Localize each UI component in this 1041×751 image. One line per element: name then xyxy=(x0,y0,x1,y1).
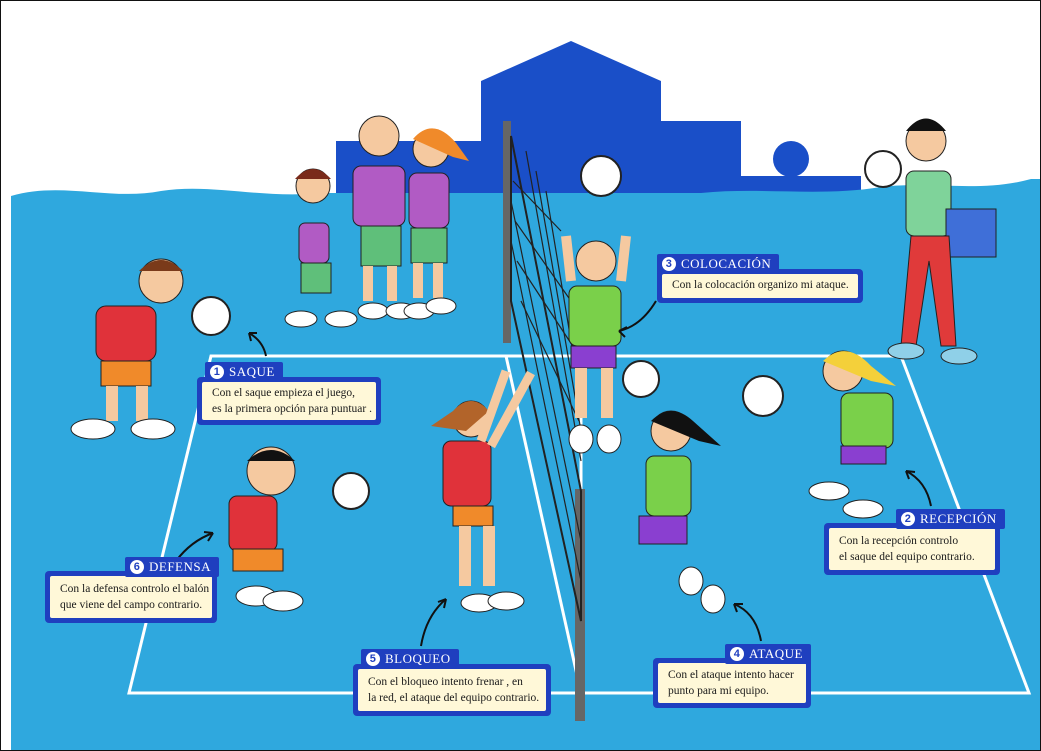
colocacion-text-line1: Con la colocación organizo mi ataque. xyxy=(672,279,849,291)
defensa-text-line1: Con la defensa controlo el balón xyxy=(60,583,210,595)
defensa-tag xyxy=(125,557,219,577)
recepcion-text-line1: Con la recepción controlo xyxy=(839,535,959,547)
colocacion-note-box xyxy=(657,269,863,303)
defensa-title: DEFENSA xyxy=(149,559,212,574)
ataque-text-line2: punto para mi equipo. xyxy=(668,685,769,697)
defensa-number-badge: 6 xyxy=(130,560,144,574)
saque-tag xyxy=(205,362,283,382)
ataque-note-inner xyxy=(658,663,806,703)
bloqueo-text-line2: la red, el ataque del equipo contrario. xyxy=(368,692,540,704)
bloqueo-note-box xyxy=(353,664,551,716)
recepcion-title: RECEPCIÓN xyxy=(920,511,997,526)
colocacion-note-inner xyxy=(662,274,858,298)
recepcion-note-box xyxy=(824,523,1000,575)
defensa-text-line2: que viene del campo contrario. xyxy=(60,599,203,611)
bloqueo-text-line1: Con el bloqueo intento frenar , en xyxy=(368,676,523,688)
defensa-note-inner xyxy=(50,576,212,618)
ataque-note-box xyxy=(653,658,811,708)
bloqueo-note-inner xyxy=(358,669,546,711)
bloqueo-tag xyxy=(361,649,459,669)
colocacion-tag xyxy=(657,254,779,274)
ataque-title: ATAQUE xyxy=(749,646,803,661)
recepcion-note-inner xyxy=(829,528,995,570)
ataque-text-line1: Con el ataque intento hacer xyxy=(668,669,794,681)
saque-note-inner xyxy=(202,382,376,420)
bloqueo-title: BLOQUEO xyxy=(385,651,451,666)
ataque-number-badge: 4 xyxy=(730,647,744,661)
colocacion-number-badge: 3 xyxy=(662,257,676,271)
defensa-note-box xyxy=(45,571,217,623)
saque-title: SAQUE xyxy=(229,364,275,379)
colocacion-title: COLOCACIÓN xyxy=(681,256,772,271)
recepcion-tag xyxy=(896,509,1005,529)
recepcion-number-badge: 2 xyxy=(901,512,915,526)
recepcion-text-line2: el saque del equipo contrario. xyxy=(839,551,975,563)
ataque-tag xyxy=(725,644,811,664)
saque-number-badge: 1 xyxy=(210,365,224,379)
saque-note-box xyxy=(197,377,381,425)
volleyball-court-scene xyxy=(1,1,1041,751)
saque-text-line1: Con el saque empieza el juego, xyxy=(212,387,356,399)
saque-text-line2: es la primera opción para puntuar . xyxy=(212,403,372,415)
bloqueo-number-badge: 5 xyxy=(366,652,380,666)
